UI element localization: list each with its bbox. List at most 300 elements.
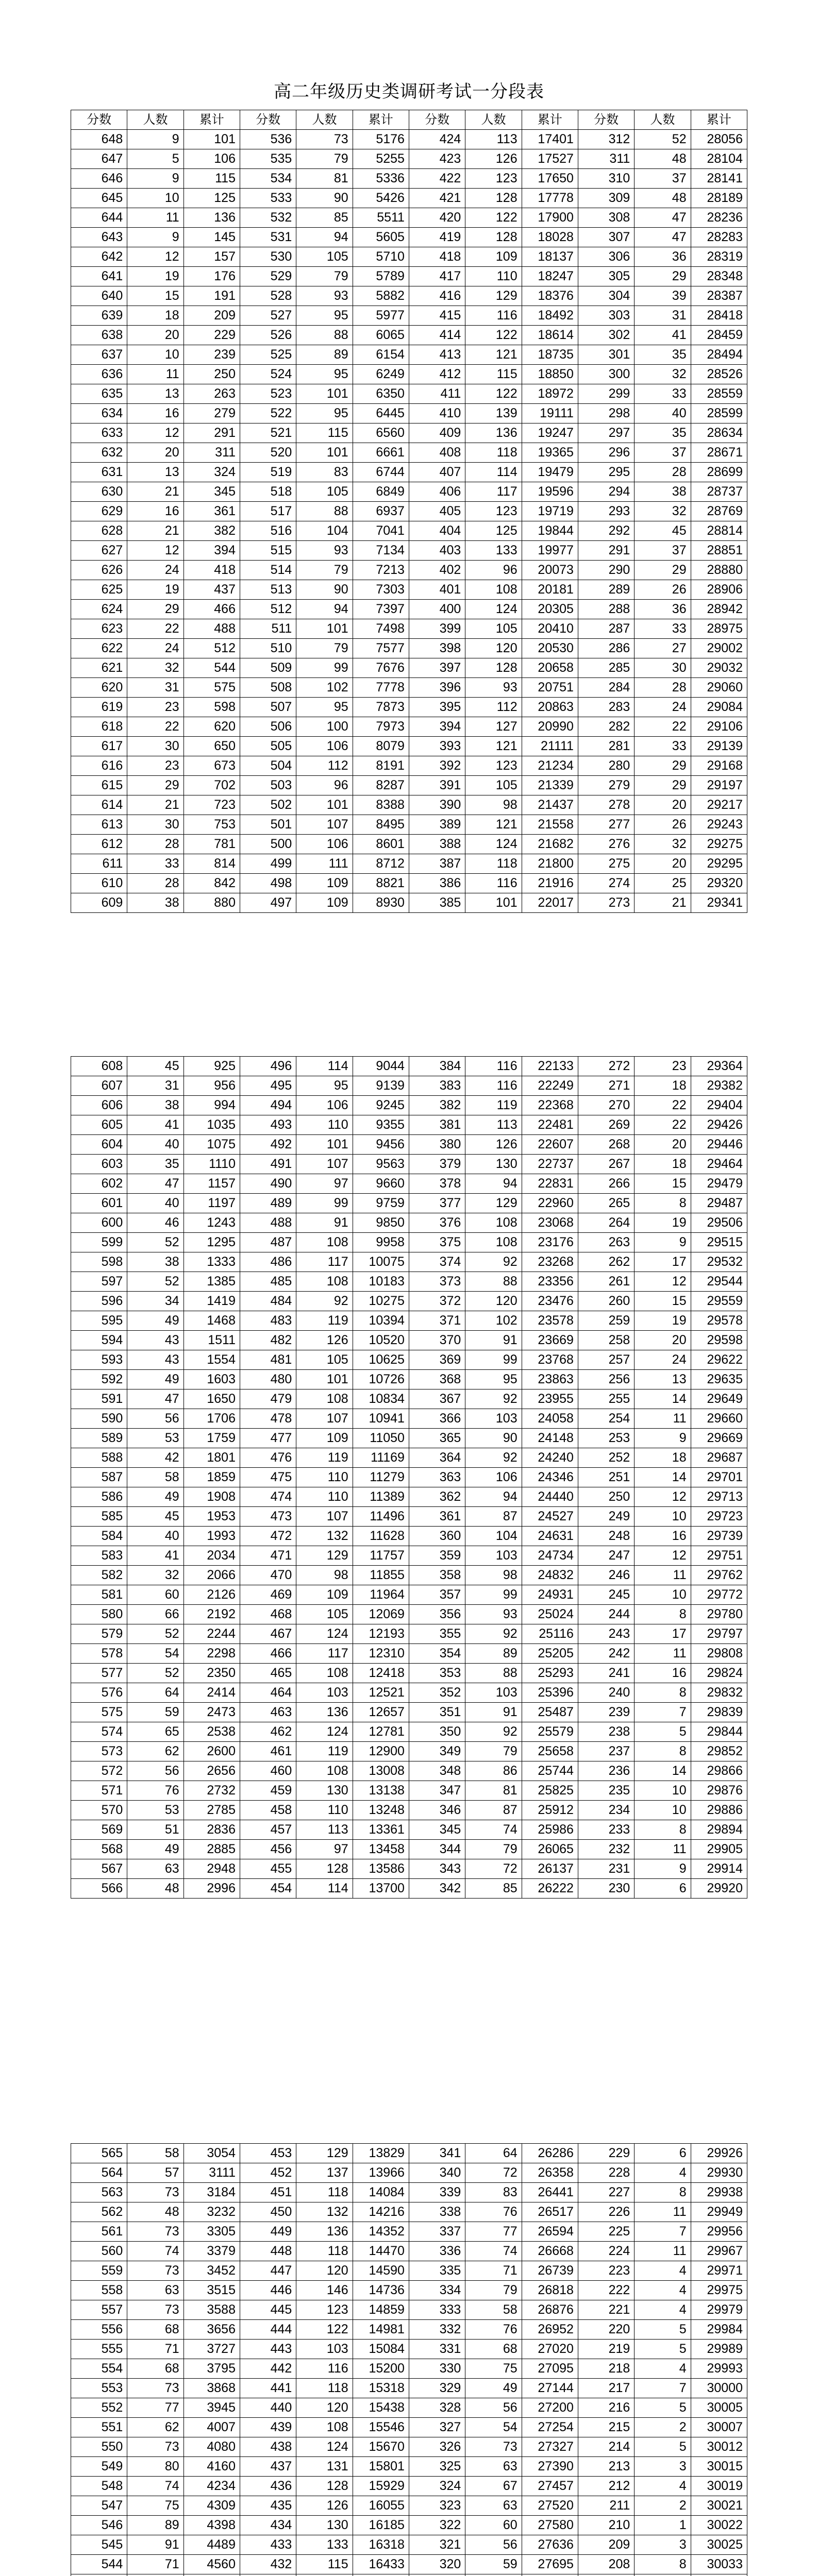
table-cell: 29876	[691, 1781, 747, 1801]
table-cell: 124	[296, 1722, 353, 1742]
table-cell: 58	[127, 2144, 183, 2163]
table-cell: 88	[465, 1272, 522, 1292]
table-cell: 472	[240, 1527, 296, 1546]
table-cell: 335	[409, 2261, 465, 2281]
table-cell: 627	[71, 541, 127, 561]
table-cell: 8	[635, 1683, 691, 1703]
table-cell: 38	[127, 893, 183, 913]
table-cell: 22	[127, 717, 183, 737]
table-cell: 7577	[353, 639, 409, 658]
table-cell: 956	[183, 1076, 240, 1096]
table-cell: 880	[183, 893, 240, 913]
table-cell: 101	[296, 795, 353, 815]
table-cell: 29905	[691, 1840, 747, 1859]
table-cell: 132	[296, 2202, 353, 2222]
table-cell: 19365	[522, 443, 578, 463]
table-cell: 555	[71, 2340, 127, 2359]
table-cell: 29506	[691, 1213, 747, 1233]
table-cell: 28	[127, 874, 183, 893]
table-cell: 602	[71, 1174, 127, 1194]
table-cell: 466	[183, 600, 240, 619]
table-cell: 288	[578, 600, 634, 619]
table-cell: 339	[409, 2183, 465, 2202]
table-cell: 636	[71, 365, 127, 384]
table-cell: 105	[296, 1605, 353, 1624]
table-cell: 26952	[522, 2320, 578, 2340]
table-cell: 407	[409, 463, 465, 482]
table-cell: 98	[465, 795, 522, 815]
table-cell: 23955	[522, 1389, 578, 1409]
table-cell: 4	[635, 2163, 691, 2183]
table-row	[71, 1076, 747, 1096]
table-cell: 59	[465, 2555, 522, 2574]
table-cell: 286	[578, 639, 634, 658]
table-cell: 458	[240, 1801, 296, 1820]
table-row	[71, 2496, 747, 2516]
table-cell: 14470	[353, 2242, 409, 2261]
table-cell: 72	[465, 2163, 522, 2183]
table-cell: 22831	[522, 1174, 578, 1194]
table-cell: 79	[296, 561, 353, 580]
table-cell: 133	[296, 2535, 353, 2555]
table-cell: 28	[127, 835, 183, 854]
table-cell: 45	[635, 521, 691, 541]
table-cell: 118	[465, 854, 522, 874]
table-cell: 113	[465, 1115, 522, 1135]
table-cell: 374	[409, 1252, 465, 1272]
table-cell: 361	[183, 502, 240, 521]
table-cell: 619	[71, 698, 127, 717]
table-cell: 108	[296, 1664, 353, 1683]
table-row	[71, 1566, 747, 1585]
table-cell: 9	[127, 228, 183, 247]
table-cell: 63	[465, 2457, 522, 2477]
table-cell: 308	[578, 208, 634, 228]
table-cell: 10	[635, 1507, 691, 1527]
table-cell: 320	[409, 2555, 465, 2574]
table-cell: 390	[409, 795, 465, 815]
table-cell: 467	[240, 1624, 296, 1644]
table-cell: 10	[127, 189, 183, 208]
table-cell: 29797	[691, 1624, 747, 1644]
table-cell: 95	[296, 404, 353, 423]
table-cell: 224	[578, 2242, 634, 2261]
table-cell: 58	[127, 1468, 183, 1487]
table-cell: 925	[183, 1057, 240, 1076]
table-cell: 30000	[691, 2379, 747, 2398]
table-cell: 18735	[522, 345, 578, 365]
table-cell: 14	[635, 1468, 691, 1487]
table-cell: 30019	[691, 2477, 747, 2496]
table-cell: 258	[578, 1331, 634, 1350]
table-cell: 357	[409, 1585, 465, 1605]
table-cell: 16185	[353, 2516, 409, 2535]
table-cell: 39	[635, 286, 691, 306]
table-cell: 642	[71, 247, 127, 267]
table-cell: 15546	[353, 2418, 409, 2437]
table-cell: 322	[409, 2516, 465, 2535]
table-cell: 106	[296, 1096, 353, 1115]
table-cell: 73	[127, 2437, 183, 2457]
score-table-section-3	[71, 2143, 747, 2576]
table-cell: 29914	[691, 1859, 747, 1879]
table-cell: 354	[409, 1644, 465, 1664]
table-cell: 994	[183, 1096, 240, 1115]
table-cell: 13008	[353, 1761, 409, 1781]
table-cell: 18	[635, 1155, 691, 1174]
table-cell: 15200	[353, 2359, 409, 2379]
table-cell: 108	[296, 2418, 353, 2437]
table-cell: 30025	[691, 2535, 747, 2555]
table-cell: 29866	[691, 1761, 747, 1781]
table-cell: 562	[71, 2202, 127, 2222]
table-cell: 95	[296, 306, 353, 326]
table-cell: 213	[578, 2457, 634, 2477]
table-cell: 79	[296, 639, 353, 658]
table-cell: 33	[635, 737, 691, 756]
table-cell: 496	[240, 1057, 296, 1076]
table-cell: 646	[71, 169, 127, 189]
table-cell: 29532	[691, 1252, 747, 1272]
table-cell: 38	[127, 1252, 183, 1272]
table-cell: 32	[127, 658, 183, 678]
table-cell: 4	[635, 2477, 691, 2496]
table-cell: 2066	[183, 1566, 240, 1585]
table-cell: 346	[409, 1801, 465, 1820]
table-row	[71, 2163, 747, 2183]
table-cell: 814	[183, 854, 240, 874]
table-cell: 30	[635, 658, 691, 678]
table-cell: 571	[71, 1781, 127, 1801]
table-cell: 366	[409, 1409, 465, 1429]
table-row	[71, 678, 747, 698]
table-cell: 238	[578, 1722, 634, 1742]
table-cell: 551	[71, 2418, 127, 2437]
table-cell: 74	[465, 1820, 522, 1840]
table-row	[71, 2437, 747, 2457]
table-cell: 300	[578, 365, 634, 384]
table-cell: 437	[240, 2457, 296, 2477]
table-cell: 129	[296, 1546, 353, 1566]
table-cell: 23068	[522, 1213, 578, 1233]
table-cell: 23669	[522, 1331, 578, 1350]
table-cell: 19	[635, 1311, 691, 1331]
table-cell: 3305	[183, 2222, 240, 2242]
table-row	[71, 1605, 747, 1624]
table-cell: 13700	[353, 1879, 409, 1899]
table-cell: 1759	[183, 1429, 240, 1448]
table-cell: 16318	[353, 2535, 409, 2555]
table-cell: 19	[635, 1213, 691, 1233]
table-cell: 544	[71, 2555, 127, 2574]
table-cell: 91	[296, 1213, 353, 1233]
table-cell: 29382	[691, 1076, 747, 1096]
table-cell: 219	[578, 2340, 634, 2359]
table-cell: 120	[465, 1292, 522, 1311]
table-row	[71, 874, 747, 893]
table-cell: 361	[409, 1507, 465, 1527]
table-cell: 101	[296, 1135, 353, 1155]
table-cell: 11279	[353, 1468, 409, 1487]
table-cell: 94	[465, 1174, 522, 1194]
table-cell: 11	[635, 1409, 691, 1429]
table-cell: 28189	[691, 189, 747, 208]
table-cell: 45	[127, 1057, 183, 1076]
table-cell: 13829	[353, 2144, 409, 2163]
table-cell: 9759	[353, 1194, 409, 1213]
table-cell: 28056	[691, 130, 747, 149]
table-cell: 498	[240, 874, 296, 893]
table-cell: 122	[465, 208, 522, 228]
table-cell: 488	[183, 619, 240, 639]
table-cell: 569	[71, 1820, 127, 1840]
table-cell: 112	[296, 756, 353, 776]
table-cell: 101	[465, 893, 522, 913]
table-cell: 4	[635, 2281, 691, 2300]
table-cell: 108	[296, 1761, 353, 1781]
table-cell: 114	[465, 463, 522, 482]
table-cell: 13	[635, 1370, 691, 1389]
table-cell: 108	[296, 1272, 353, 1292]
table-cell: 126	[465, 1135, 522, 1155]
table-cell: 15929	[353, 2477, 409, 2496]
table-cell: 29341	[691, 893, 747, 913]
table-cell: 393	[409, 737, 465, 756]
table-cell: 547	[71, 2496, 127, 2516]
col-header: 分数	[409, 110, 465, 130]
table-cell: 29598	[691, 1331, 747, 1350]
table-cell: 122	[465, 384, 522, 404]
table-cell: 276	[578, 835, 634, 854]
table-row	[71, 1331, 747, 1350]
table-cell: 511	[240, 619, 296, 639]
table-cell: 271	[578, 1076, 634, 1096]
table-cell: 21800	[522, 854, 578, 874]
table-cell: 8388	[353, 795, 409, 815]
table-cell: 145	[183, 228, 240, 247]
table-cell: 29839	[691, 1703, 747, 1722]
table-cell: 123	[465, 502, 522, 521]
table-cell: 115	[183, 169, 240, 189]
table-cell: 76	[465, 2320, 522, 2340]
table-cell: 146	[296, 2281, 353, 2300]
table-cell: 121	[465, 815, 522, 835]
table-cell: 337	[409, 2222, 465, 2242]
table-cell: 118	[296, 2379, 353, 2398]
table-cell: 4	[635, 2359, 691, 2379]
table-cell: 83	[465, 2183, 522, 2202]
table-cell: 130	[296, 2516, 353, 2535]
table-cell: 28236	[691, 208, 747, 228]
table-cell: 409	[409, 423, 465, 443]
table-cell: 10625	[353, 1350, 409, 1370]
table-row	[71, 1644, 747, 1664]
table-cell: 99	[465, 1350, 522, 1370]
table-cell: 4489	[183, 2535, 240, 2555]
table-cell: 116	[296, 2359, 353, 2379]
table-cell: 1908	[183, 1487, 240, 1507]
table-cell: 59	[127, 1703, 183, 1722]
table-cell: 501	[240, 815, 296, 835]
table-cell: 31	[635, 306, 691, 326]
table-cell: 27580	[522, 2516, 578, 2535]
table-cell: 130	[296, 1781, 353, 1801]
table-cell: 228	[578, 2163, 634, 2183]
table-cell: 22249	[522, 1076, 578, 1096]
table-cell: 406	[409, 482, 465, 502]
table-cell: 52	[127, 1233, 183, 1252]
table-cell: 103	[296, 2340, 353, 2359]
table-cell: 106	[183, 149, 240, 169]
table-cell: 128	[296, 2477, 353, 2496]
table-cell: 19844	[522, 521, 578, 541]
table-cell: 338	[409, 2202, 465, 2222]
table-row	[71, 1213, 747, 1233]
table-cell: 47	[127, 1174, 183, 1194]
table-cell: 453	[240, 2144, 296, 2163]
table-cell: 17650	[522, 169, 578, 189]
table-row	[71, 2418, 747, 2437]
table-cell: 405	[409, 502, 465, 521]
table-cell: 7	[635, 2222, 691, 2242]
table-cell: 631	[71, 463, 127, 482]
table-cell: 7397	[353, 600, 409, 619]
table-cell: 436	[240, 2477, 296, 2496]
table-cell: 349	[409, 1742, 465, 1761]
table-cell: 108	[296, 1389, 353, 1409]
col-header: 累计	[691, 110, 747, 130]
table-cell: 20	[127, 443, 183, 463]
table-cell: 20305	[522, 600, 578, 619]
table-cell: 309	[578, 189, 634, 208]
table-cell: 29544	[691, 1272, 747, 1292]
table-cell: 11496	[353, 1507, 409, 1527]
table-cell: 32	[127, 1566, 183, 1585]
table-cell: 30021	[691, 2496, 747, 2516]
table-cell: 382	[409, 1096, 465, 1115]
table-cell: 107	[296, 1409, 353, 1429]
table-cell: 29168	[691, 756, 747, 776]
table-cell: 4560	[183, 2555, 240, 2574]
table-cell: 554	[71, 2359, 127, 2379]
table-cell: 11855	[353, 1566, 409, 1585]
table-cell: 10941	[353, 1409, 409, 1429]
table-cell: 383	[409, 1076, 465, 1096]
table-row	[71, 149, 747, 169]
table-cell: 28599	[691, 404, 747, 423]
table-cell: 41	[127, 1115, 183, 1135]
table-cell: 11757	[353, 1546, 409, 1566]
table-cell: 4007	[183, 2418, 240, 2437]
table-cell: 21916	[522, 874, 578, 893]
table-cell: 29772	[691, 1585, 747, 1605]
table-cell: 28	[635, 463, 691, 482]
table-cell: 18137	[522, 247, 578, 267]
table-cell: 635	[71, 384, 127, 404]
table-cell: 263	[183, 384, 240, 404]
table-cell: 74	[127, 2477, 183, 2496]
table-cell: 10520	[353, 1331, 409, 1350]
table-cell: 47	[127, 1389, 183, 1409]
table-cell: 23863	[522, 1370, 578, 1389]
table-cell: 638	[71, 326, 127, 345]
table-row	[71, 1487, 747, 1507]
table-cell: 18972	[522, 384, 578, 404]
table-cell: 502	[240, 795, 296, 815]
table-row	[71, 2574, 747, 2576]
table-cell: 98	[296, 1566, 353, 1585]
table-header-row	[71, 110, 747, 130]
table-cell: 29762	[691, 1566, 747, 1585]
table-cell: 616	[71, 756, 127, 776]
table-cell: 9	[635, 1429, 691, 1448]
table-cell: 623	[71, 619, 127, 639]
table-cell: 5882	[353, 286, 409, 306]
table-cell: 20	[635, 854, 691, 874]
table-cell: 91	[465, 1331, 522, 1350]
table-cell: 73	[127, 2183, 183, 2202]
table-cell: 17	[635, 1252, 691, 1272]
table-cell: 612	[71, 835, 127, 854]
table-row	[71, 1624, 747, 1644]
table-cell: 15318	[353, 2379, 409, 2398]
table-cell: 611	[71, 854, 127, 874]
table-cell: 129	[465, 286, 522, 306]
table-cell: 29275	[691, 835, 747, 854]
table-cell: 527	[240, 306, 296, 326]
table-cell: 560	[71, 2242, 127, 2261]
table-cell: 7134	[353, 541, 409, 561]
table-cell: 120	[296, 2398, 353, 2418]
table-cell: 101	[296, 619, 353, 639]
table-row	[71, 1879, 747, 1899]
table-cell: 251	[578, 1468, 634, 1487]
table-cell: 73	[296, 130, 353, 149]
table-cell: 19479	[522, 463, 578, 482]
table-row	[71, 1546, 747, 1566]
table-row	[71, 2555, 747, 2574]
table-cell: 212	[578, 2477, 634, 2496]
table-cell: 26	[635, 580, 691, 600]
table-row	[71, 404, 747, 423]
table-cell: 588	[71, 1448, 127, 1468]
table-cell: 226	[578, 2202, 634, 2222]
table-cell: 235	[578, 1781, 634, 1801]
table-cell: 257	[578, 1350, 634, 1370]
table-cell: 7303	[353, 580, 409, 600]
table-cell: 8712	[353, 854, 409, 874]
table-cell: 463	[240, 1703, 296, 1722]
table-cell: 23578	[522, 1311, 578, 1331]
table-row	[71, 1683, 747, 1703]
table-cell: 272	[578, 1057, 634, 1076]
table-cell: 462	[240, 1722, 296, 1742]
table-row	[71, 600, 747, 619]
table-cell: 79	[296, 267, 353, 286]
table-cell: 28387	[691, 286, 747, 306]
table-cell: 19596	[522, 482, 578, 502]
table-cell: 380	[409, 1135, 465, 1155]
table-row	[71, 463, 747, 482]
table-cell: 574	[71, 1722, 127, 1742]
table-cell: 225	[578, 2222, 634, 2242]
table-cell: 1993	[183, 1527, 240, 1546]
table-cell: 304	[578, 286, 634, 306]
table-cell: 5176	[353, 130, 409, 149]
table-cell: 222	[578, 2281, 634, 2300]
table-cell: 579	[71, 1624, 127, 1644]
table-cell: 35	[635, 423, 691, 443]
